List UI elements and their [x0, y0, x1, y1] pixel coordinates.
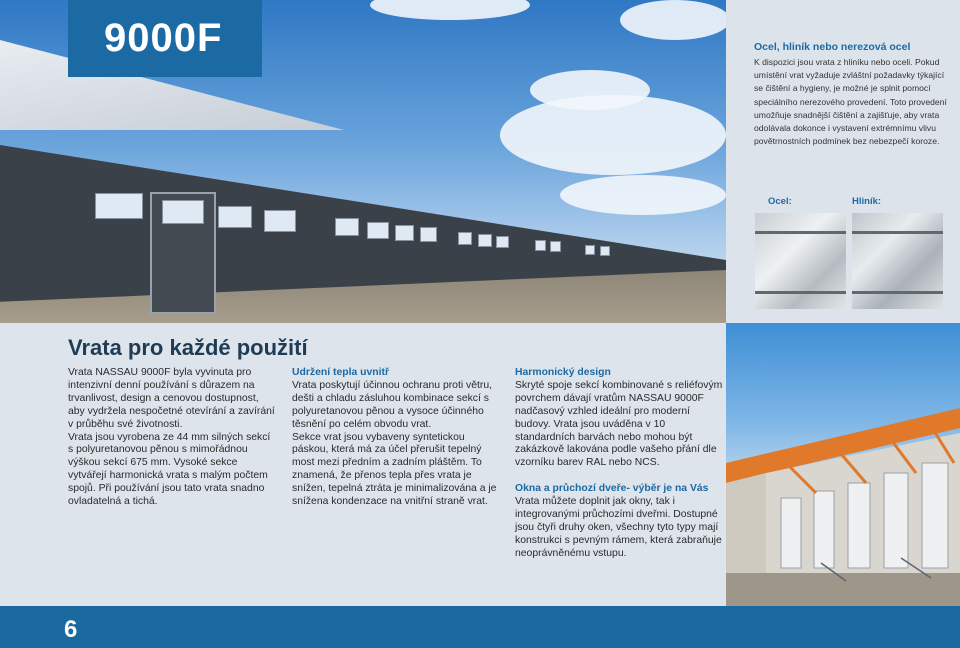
warehouse-illustration — [726, 323, 960, 606]
footer-band — [0, 606, 960, 648]
paragraph: Vrata můžete doplnit jak okny, tak i integrovanými průchozími dveřmi. Dostupné jsou čtyři druhy oken, všechny tyto typy mají konstrukci s pevným rámem, která zabraňuje neoprávněnému vstupu. — [515, 496, 722, 559]
door-window — [496, 236, 509, 248]
door-window — [600, 246, 610, 256]
door-window — [535, 240, 546, 251]
door-window — [395, 225, 414, 241]
material-sidebar — [726, 0, 960, 323]
paragraph: Vrata poskytují účinnou ochranu proti větru, dešti a chladu zásluhou kombinace sekcí s polyuretanovou pěnou a vysoce účinného těsnění po celém obvodu vrat. — [292, 379, 493, 430]
text-column-1 — [68, 367, 278, 509]
paragraph: Vrata NASSAU 9000F byla vyvinuta pro intenzivní denní používání s důrazem na trvanlivost, design a cenovou dostupnost, aby vydržela nespočetné otevírání a zavírání v průběhu své životnosti. — [68, 367, 275, 430]
text-column-3 — [515, 367, 725, 561]
paragraph: Sekce vrat jsou vybaveny syntetickou páskou, která má za účel přerušit tepelný most mezi předním a zadním pláštěm. To znamená, že přenos tepla přes vrata je snížen, tepelná ztráta je minimalizována a je snížena kondenzace na vnitřní straně vrat. — [292, 431, 497, 508]
door-window — [95, 193, 143, 219]
section-title: Udržení tepla uvnitř — [292, 367, 389, 378]
door-window — [420, 227, 437, 242]
door-window — [550, 241, 561, 252]
section-title: Harmonický design — [515, 367, 611, 378]
paragraph: Vrata jsou vyrobena ze 44 mm silných sekcí s polyuretanovou pěnou s mimořádnou výškou sekcí 675 mm. Vysoké sekce vytvářejí harmonická vrata s malým počtem spojů. Při používání jsou tato vrata snadno ovladatelná a tichá. — [68, 431, 271, 508]
text-column-2 — [292, 367, 502, 509]
paragraph: Skryté spoje sekcí kombinované s reliéfovým povrchem dávají vratům NASSAU 9000F nadčasový vzhled ideální pro moderní budovy. Vrata jsou uváděna v 10 standardních barvách nebo mohou být zakázkově lakována podle vašeho přání dle vzorníku barev RAL nebo NCS. — [515, 379, 723, 469]
door-window — [458, 232, 472, 245]
door-window — [218, 206, 252, 228]
door-window — [585, 245, 595, 255]
door-window — [367, 222, 389, 239]
page-heading: Vrata pro každé použití — [68, 335, 308, 360]
page-number: 6 — [64, 616, 78, 643]
sidebar-title: Ocel, hliník nebo nerezová ocel — [754, 41, 911, 53]
aluminium-sample-label: Hliník: — [852, 196, 882, 207]
steel-sample-swatch — [755, 213, 846, 309]
door-window — [264, 210, 296, 232]
sidebar-text: K dispozici jsou vrata z hliníku nebo oceli. Pokud umístění vrat vyžaduje zvláštní požadavky týkající se čištění a hygieny, je možné je splnit pomocí speciálního nerezového provedení. Toto provedení umožňuje snadnější čištění a zajišťuje, aby vrata odolávala dokonce i vystavení extrémnímu vlivu povětrnostních podmínek bez nebezpečí koroze. — [754, 57, 947, 147]
door-window — [335, 218, 359, 236]
content-panel — [0, 323, 726, 606]
door-window — [162, 200, 204, 224]
warehouse-photo — [726, 323, 960, 606]
model-badge: 9000F — [68, 0, 262, 77]
steel-sample-label: Ocel: — [768, 196, 792, 207]
aluminium-sample-swatch — [852, 213, 943, 309]
door-window — [478, 234, 492, 247]
section-title: Okna a průchozí dveře- výběr je na Vás — [515, 483, 709, 495]
